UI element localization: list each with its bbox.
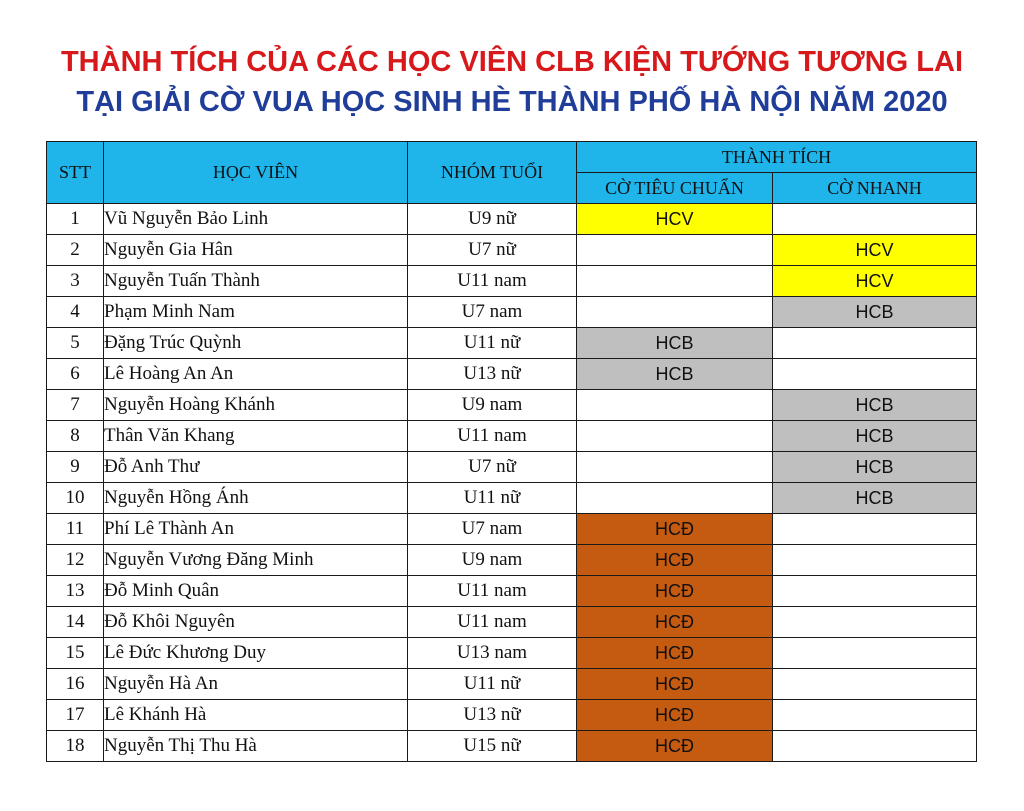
cell-standard-medal: HCĐ [577,514,773,545]
cell-stt: 17 [47,700,104,731]
table-row [47,235,977,266]
cell-student-name: Vũ Nguyễn Bảo Linh [104,204,408,235]
cell-student-name: Nguyễn Hồng Ánh [104,483,408,514]
cell-rapid-medal [773,545,977,576]
table-header [47,142,977,204]
cell-standard-medal: HCĐ [577,700,773,731]
cell-standard-medal: HCĐ [577,607,773,638]
header-stt: STT [47,142,104,204]
table-row [47,638,977,669]
table-row [47,328,977,359]
cell-age-group: U13 nữ [408,359,577,390]
results-table [46,141,977,762]
cell-rapid-medal [773,669,977,700]
cell-student-name: Phạm Minh Nam [104,297,408,328]
cell-age-group: U9 nữ [408,204,577,235]
cell-rapid-medal [773,700,977,731]
table-row [47,483,977,514]
header-achievement: THÀNH TÍCH [577,142,977,173]
cell-rapid-medal: HCV [773,266,977,297]
cell-stt: 8 [47,421,104,452]
cell-stt: 4 [47,297,104,328]
cell-standard-medal [577,452,773,483]
cell-stt: 2 [47,235,104,266]
cell-standard-medal [577,297,773,328]
header-rapid-chess: CỜ NHANH [773,173,977,204]
cell-rapid-medal: HCB [773,421,977,452]
cell-stt: 10 [47,483,104,514]
table-row [47,452,977,483]
cell-standard-medal: HCĐ [577,576,773,607]
cell-stt: 11 [47,514,104,545]
cell-age-group: U11 nữ [408,669,577,700]
table-row [47,390,977,421]
cell-student-name: Lê Hoàng An An [104,359,408,390]
cell-student-name: Nguyễn Tuấn Thành [104,266,408,297]
cell-age-group: U7 nam [408,514,577,545]
table-row [47,266,977,297]
table-row [47,421,977,452]
cell-age-group: U9 nam [408,390,577,421]
cell-standard-medal: HCV [577,204,773,235]
cell-standard-medal [577,390,773,421]
cell-rapid-medal [773,359,977,390]
cell-stt: 15 [47,638,104,669]
cell-standard-medal: HCĐ [577,638,773,669]
cell-student-name: Nguyễn Hà An [104,669,408,700]
cell-student-name: Nguyễn Vương Đăng Minh [104,545,408,576]
table-row [47,607,977,638]
cell-rapid-medal: HCB [773,483,977,514]
cell-stt: 14 [47,607,104,638]
cell-rapid-medal: HCB [773,297,977,328]
cell-age-group: U11 nữ [408,328,577,359]
cell-rapid-medal: HCB [773,452,977,483]
title-line-2: TẠI GIẢI CỜ VUA HỌC SINH HÈ THÀNH PHỐ HÀ NỘI NĂM 2020 [76,86,948,118]
cell-standard-medal [577,266,773,297]
cell-age-group: U11 nam [408,421,577,452]
cell-rapid-medal [773,607,977,638]
cell-rapid-medal [773,731,977,762]
cell-standard-medal [577,235,773,266]
table-row [47,297,977,328]
cell-student-name: Nguyễn Thị Thu Hà [104,731,408,762]
cell-stt: 18 [47,731,104,762]
cell-student-name: Nguyễn Hoàng Khánh [104,390,408,421]
cell-stt: 3 [47,266,104,297]
cell-standard-medal: HCB [577,328,773,359]
cell-stt: 1 [47,204,104,235]
cell-stt: 13 [47,576,104,607]
cell-stt: 7 [47,390,104,421]
cell-standard-medal [577,483,773,514]
cell-student-name: Đỗ Khôi Nguyên [104,607,408,638]
table-row [47,700,977,731]
cell-rapid-medal [773,328,977,359]
cell-rapid-medal [773,638,977,669]
cell-rapid-medal [773,576,977,607]
cell-rapid-medal [773,204,977,235]
cell-student-name: Phí Lê Thành An [104,514,408,545]
cell-stt: 12 [47,545,104,576]
cell-age-group: U15 nữ [408,731,577,762]
cell-rapid-medal: HCB [773,390,977,421]
cell-age-group: U11 nam [408,266,577,297]
cell-student-name: Lê Khánh Hà [104,700,408,731]
cell-age-group: U11 nam [408,576,577,607]
cell-age-group: U11 nam [408,607,577,638]
header-age-group: NHÓM TUỔI [408,142,577,204]
header-standard-chess: CỜ TIÊU CHUẨN [577,173,773,204]
cell-stt: 5 [47,328,104,359]
cell-student-name: Đỗ Minh Quân [104,576,408,607]
table-row [47,731,977,762]
cell-age-group: U7 nữ [408,452,577,483]
cell-rapid-medal [773,514,977,545]
cell-age-group: U7 nam [408,297,577,328]
table-body [47,204,977,762]
title-line-1: THÀNH TÍCH CỦA CÁC HỌC VIÊN CLB KIỆN TƯỚNG TƯƠNG LAI [60,46,964,78]
cell-standard-medal: HCB [577,359,773,390]
cell-age-group: U13 nam [408,638,577,669]
cell-student-name: Đặng Trúc Quỳnh [104,328,408,359]
table-row [47,576,977,607]
cell-age-group: U11 nữ [408,483,577,514]
cell-age-group: U13 nữ [408,700,577,731]
table-row [47,359,977,390]
cell-stt: 6 [47,359,104,390]
cell-rapid-medal: HCV [773,235,977,266]
cell-student-name: Đỗ Anh Thư [104,452,408,483]
cell-standard-medal: HCĐ [577,545,773,576]
cell-age-group: U7 nữ [408,235,577,266]
table-row [47,204,977,235]
table-row [47,545,977,576]
header-student: HỌC VIÊN [104,142,408,204]
cell-student-name: Thân Văn Khang [104,421,408,452]
cell-student-name: Lê Đức Khương Duy [104,638,408,669]
cell-standard-medal: HCĐ [577,669,773,700]
cell-stt: 16 [47,669,104,700]
table-row [47,514,977,545]
cell-stt: 9 [47,452,104,483]
cell-age-group: U9 nam [408,545,577,576]
cell-standard-medal: HCĐ [577,731,773,762]
cell-student-name: Nguyễn Gia Hân [104,235,408,266]
table-row [47,669,977,700]
cell-standard-medal [577,421,773,452]
